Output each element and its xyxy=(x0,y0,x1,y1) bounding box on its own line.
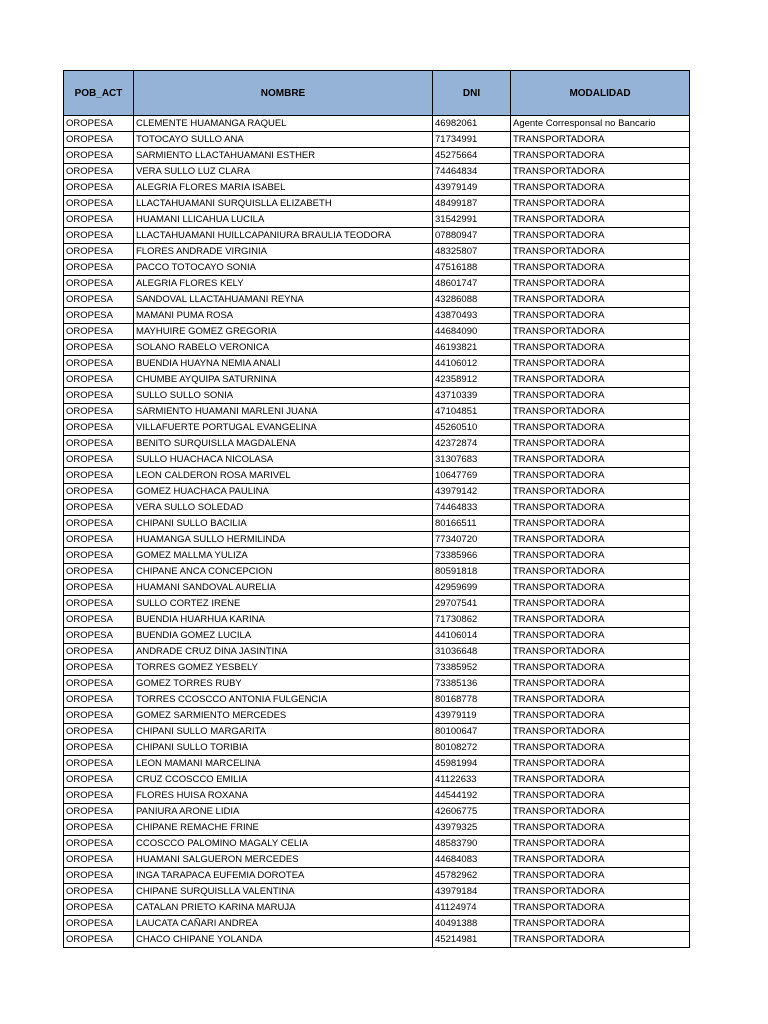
cell-nombre: VILLAFUERTE PORTUGAL EVANGELINA xyxy=(134,420,433,436)
cell-modalidad: TRANSPORTADORA xyxy=(511,644,690,660)
table-row xyxy=(64,884,690,900)
table-row xyxy=(64,324,690,340)
cell-nombre: BUENDIA GOMEZ LUCILA xyxy=(134,628,433,644)
cell-dni: 80166511 xyxy=(433,516,511,532)
cell-dni: 47104851 xyxy=(433,404,511,420)
cell-pob-act: OROPESA xyxy=(64,564,134,580)
cell-modalidad: TRANSPORTADORA xyxy=(511,532,690,548)
table-row xyxy=(64,868,690,884)
cell-modalidad: TRANSPORTADORA xyxy=(511,868,690,884)
cell-dni: 73385966 xyxy=(433,548,511,564)
cell-modalidad: TRANSPORTADORA xyxy=(511,228,690,244)
cell-pob-act: OROPESA xyxy=(64,580,134,596)
table-row xyxy=(64,484,690,500)
cell-modalidad: TRANSPORTADORA xyxy=(511,324,690,340)
cell-modalidad: TRANSPORTADORA xyxy=(511,276,690,292)
cell-pob-act: OROPESA xyxy=(64,196,134,212)
cell-pob-act: OROPESA xyxy=(64,884,134,900)
cell-pob-act: OROPESA xyxy=(64,868,134,884)
cell-dni: 80108272 xyxy=(433,740,511,756)
cell-pob-act: OROPESA xyxy=(64,612,134,628)
cell-nombre: HUAMANI SALGUERON MERCEDES xyxy=(134,852,433,868)
cell-nombre: LLACTAHUAMANI HUILLCAPANIURA BRAULIA TEODORA xyxy=(134,228,433,244)
cell-pob-act: OROPESA xyxy=(64,644,134,660)
cell-pob-act: OROPESA xyxy=(64,132,134,148)
cell-nombre: TOTOCAYO SULLO ANA xyxy=(134,132,433,148)
table-row xyxy=(64,164,690,180)
table-row xyxy=(64,836,690,852)
table-row xyxy=(64,500,690,516)
cell-modalidad: TRANSPORTADORA xyxy=(511,708,690,724)
table-row xyxy=(64,420,690,436)
cell-nombre: BUENDIA HUAYNA NEMIA ANALI xyxy=(134,356,433,372)
cell-dni: 45275664 xyxy=(433,148,511,164)
cell-nombre: HUAMANGA SULLO HERMILINDA xyxy=(134,532,433,548)
cell-modalidad: Agente Corresponsal no Bancario xyxy=(511,116,690,132)
cell-dni: 07880947 xyxy=(433,228,511,244)
cell-pob-act: OROPESA xyxy=(64,484,134,500)
table-row xyxy=(64,708,690,724)
table-row xyxy=(64,820,690,836)
cell-modalidad: TRANSPORTADORA xyxy=(511,852,690,868)
cell-nombre: CHIPANI SULLO TORIBIA xyxy=(134,740,433,756)
cell-nombre: TORRES CCOSCCO ANTONIA FULGENCIA xyxy=(134,692,433,708)
cell-modalidad: TRANSPORTADORA xyxy=(511,468,690,484)
cell-dni: 45981994 xyxy=(433,756,511,772)
cell-modalidad: TRANSPORTADORA xyxy=(511,292,690,308)
table-row xyxy=(64,212,690,228)
cell-pob-act: OROPESA xyxy=(64,356,134,372)
cell-nombre: BUENDIA HUARHUA KARINA xyxy=(134,612,433,628)
cell-pob-act: OROPESA xyxy=(64,340,134,356)
cell-nombre: SARMIENTO LLACTAHUAMANI ESTHER xyxy=(134,148,433,164)
cell-pob-act: OROPESA xyxy=(64,308,134,324)
cell-modalidad: TRANSPORTADORA xyxy=(511,516,690,532)
table-row xyxy=(64,804,690,820)
cell-modalidad: TRANSPORTADORA xyxy=(511,724,690,740)
table-row xyxy=(64,468,690,484)
cell-dni: 74464833 xyxy=(433,500,511,516)
cell-pob-act: OROPESA xyxy=(64,676,134,692)
cell-dni: 40491388 xyxy=(433,916,511,932)
cell-pob-act: OROPESA xyxy=(64,772,134,788)
header-nombre: NOMBRE xyxy=(134,71,433,116)
header-dni: DNI xyxy=(433,71,511,116)
table-row xyxy=(64,900,690,916)
cell-modalidad: TRANSPORTADORA xyxy=(511,916,690,932)
cell-nombre: ALEGRIA FLORES MARIA ISABEL xyxy=(134,180,433,196)
cell-nombre: CHUMBE AYQUIPA SATURNINA xyxy=(134,372,433,388)
cell-modalidad: TRANSPORTADORA xyxy=(511,212,690,228)
cell-pob-act: OROPESA xyxy=(64,164,134,180)
cell-dni: 44684090 xyxy=(433,324,511,340)
cell-pob-act: OROPESA xyxy=(64,788,134,804)
table-row xyxy=(64,548,690,564)
cell-nombre: FLORES HUISA ROXANA xyxy=(134,788,433,804)
cell-pob-act: OROPESA xyxy=(64,148,134,164)
cell-pob-act: OROPESA xyxy=(64,420,134,436)
cell-modalidad: TRANSPORTADORA xyxy=(511,548,690,564)
cell-dni: 45214981 xyxy=(433,932,511,948)
cell-dni: 31036648 xyxy=(433,644,511,660)
cell-pob-act: OROPESA xyxy=(64,468,134,484)
cell-nombre: BENITO SURQUISLLA MAGDALENA xyxy=(134,436,433,452)
cell-modalidad: TRANSPORTADORA xyxy=(511,180,690,196)
cell-modalidad: TRANSPORTADORA xyxy=(511,596,690,612)
table-row xyxy=(64,148,690,164)
table-row xyxy=(64,692,690,708)
cell-pob-act: OROPESA xyxy=(64,724,134,740)
cell-nombre: GOMEZ HUACHACA PAULINA xyxy=(134,484,433,500)
cell-pob-act: OROPESA xyxy=(64,836,134,852)
cell-dni: 44684083 xyxy=(433,852,511,868)
cell-dni: 71730862 xyxy=(433,612,511,628)
cell-modalidad: TRANSPORTADORA xyxy=(511,772,690,788)
cell-nombre: VERA SULLO SOLEDAD xyxy=(134,500,433,516)
cell-pob-act: OROPESA xyxy=(64,692,134,708)
table-row xyxy=(64,644,690,660)
cell-nombre: SULLO HUACHACA NICOLASA xyxy=(134,452,433,468)
cell-pob-act: OROPESA xyxy=(64,916,134,932)
cell-modalidad: TRANSPORTADORA xyxy=(511,420,690,436)
cell-nombre: MAMANI PUMA ROSA xyxy=(134,308,433,324)
cell-nombre: PANIURA ARONE LIDIA xyxy=(134,804,433,820)
cell-nombre: CHIPANI SULLO BACILIA xyxy=(134,516,433,532)
table-row xyxy=(64,788,690,804)
cell-modalidad: TRANSPORTADORA xyxy=(511,500,690,516)
cell-dni: 77340720 xyxy=(433,532,511,548)
cell-dni: 71734991 xyxy=(433,132,511,148)
cell-modalidad: TRANSPORTADORA xyxy=(511,884,690,900)
header-pob-act: POB_ACT xyxy=(64,71,134,116)
table-row xyxy=(64,116,690,132)
cell-pob-act: OROPESA xyxy=(64,708,134,724)
cell-modalidad: TRANSPORTADORA xyxy=(511,388,690,404)
cell-modalidad: TRANSPORTADORA xyxy=(511,308,690,324)
table-row xyxy=(64,852,690,868)
cell-dni: 48325807 xyxy=(433,244,511,260)
cell-modalidad: TRANSPORTADORA xyxy=(511,756,690,772)
cell-pob-act: OROPESA xyxy=(64,532,134,548)
cell-modalidad: TRANSPORTADORA xyxy=(511,564,690,580)
cell-pob-act: OROPESA xyxy=(64,548,134,564)
cell-pob-act: OROPESA xyxy=(64,628,134,644)
cell-dni: 44106014 xyxy=(433,628,511,644)
data-table xyxy=(63,70,690,948)
cell-modalidad: TRANSPORTADORA xyxy=(511,580,690,596)
cell-pob-act: OROPESA xyxy=(64,404,134,420)
cell-nombre: CRUZ CCOSCCO EMILIA xyxy=(134,772,433,788)
cell-nombre: CHIPANE ANCA CONCEPCION xyxy=(134,564,433,580)
cell-dni: 43979142 xyxy=(433,484,511,500)
cell-dni: 73385952 xyxy=(433,660,511,676)
cell-nombre: CHACO CHIPANE YOLANDA xyxy=(134,932,433,948)
cell-dni: 45260510 xyxy=(433,420,511,436)
cell-dni: 43979184 xyxy=(433,884,511,900)
table-row xyxy=(64,244,690,260)
table-row xyxy=(64,772,690,788)
cell-dni: 74464834 xyxy=(433,164,511,180)
cell-pob-act: OROPESA xyxy=(64,276,134,292)
cell-pob-act: OROPESA xyxy=(64,180,134,196)
cell-dni: 31542991 xyxy=(433,212,511,228)
cell-nombre: CHIPANE REMACHE FRINE xyxy=(134,820,433,836)
cell-modalidad: TRANSPORTADORA xyxy=(511,740,690,756)
table-row xyxy=(64,340,690,356)
cell-nombre: INGA TARAPACA EUFEMIA DOROTEA xyxy=(134,868,433,884)
cell-modalidad: TRANSPORTADORA xyxy=(511,132,690,148)
cell-dni: 43979149 xyxy=(433,180,511,196)
cell-pob-act: OROPESA xyxy=(64,452,134,468)
cell-dni: 43979119 xyxy=(433,708,511,724)
cell-pob-act: OROPESA xyxy=(64,596,134,612)
cell-dni: 42606775 xyxy=(433,804,511,820)
table-row xyxy=(64,308,690,324)
table-row xyxy=(64,132,690,148)
cell-pob-act: OROPESA xyxy=(64,900,134,916)
table-row xyxy=(64,228,690,244)
cell-modalidad: TRANSPORTADORA xyxy=(511,676,690,692)
cell-pob-act: OROPESA xyxy=(64,372,134,388)
cell-nombre: CLEMENTE HUAMANGA RAQUEL xyxy=(134,116,433,132)
cell-nombre: LLACTAHUAMANI SURQUISLLA ELIZABETH xyxy=(134,196,433,212)
cell-nombre: CCOSCCO PALOMINO MAGALY CELIA xyxy=(134,836,433,852)
cell-nombre: LEON MAMANI MARCELINA xyxy=(134,756,433,772)
cell-pob-act: OROPESA xyxy=(64,228,134,244)
table-row xyxy=(64,196,690,212)
cell-dni: 43710339 xyxy=(433,388,511,404)
cell-nombre: GOMEZ SARMIENTO MERCEDES xyxy=(134,708,433,724)
cell-pob-act: OROPESA xyxy=(64,436,134,452)
cell-pob-act: OROPESA xyxy=(64,516,134,532)
cell-pob-act: OROPESA xyxy=(64,324,134,340)
cell-dni: 80100647 xyxy=(433,724,511,740)
cell-dni: 46193821 xyxy=(433,340,511,356)
cell-modalidad: TRANSPORTADORA xyxy=(511,692,690,708)
cell-pob-act: OROPESA xyxy=(64,500,134,516)
cell-dni: 31307683 xyxy=(433,452,511,468)
cell-dni: 80591818 xyxy=(433,564,511,580)
table-row xyxy=(64,260,690,276)
cell-pob-act: OROPESA xyxy=(64,820,134,836)
table-row xyxy=(64,916,690,932)
table-row xyxy=(64,436,690,452)
table-row xyxy=(64,532,690,548)
cell-modalidad: TRANSPORTADORA xyxy=(511,932,690,948)
cell-pob-act: OROPESA xyxy=(64,932,134,948)
header-modalidad: MODALIDAD xyxy=(511,71,690,116)
cell-dni: 48499187 xyxy=(433,196,511,212)
cell-pob-act: OROPESA xyxy=(64,260,134,276)
cell-pob-act: OROPESA xyxy=(64,756,134,772)
cell-pob-act: OROPESA xyxy=(64,292,134,308)
cell-dni: 73385136 xyxy=(433,676,511,692)
cell-pob-act: OROPESA xyxy=(64,804,134,820)
cell-nombre: LEON CALDERON ROSA MARIVEL xyxy=(134,468,433,484)
cell-modalidad: TRANSPORTADORA xyxy=(511,484,690,500)
cell-pob-act: OROPESA xyxy=(64,388,134,404)
cell-modalidad: TRANSPORTADORA xyxy=(511,836,690,852)
cell-dni: 44106012 xyxy=(433,356,511,372)
cell-modalidad: TRANSPORTADORA xyxy=(511,196,690,212)
table-row xyxy=(64,356,690,372)
table-row xyxy=(64,404,690,420)
cell-modalidad: TRANSPORTADORA xyxy=(511,372,690,388)
table-header-row xyxy=(64,71,690,116)
table-row xyxy=(64,612,690,628)
table-row xyxy=(64,628,690,644)
cell-nombre: MAYHUIRE GOMEZ GREGORIA xyxy=(134,324,433,340)
cell-dni: 43286088 xyxy=(433,292,511,308)
table-row xyxy=(64,676,690,692)
cell-nombre: CATALAN PRIETO KARINA MARUJA xyxy=(134,900,433,916)
cell-pob-act: OROPESA xyxy=(64,212,134,228)
cell-nombre: GOMEZ TORRES RUBY xyxy=(134,676,433,692)
cell-modalidad: TRANSPORTADORA xyxy=(511,260,690,276)
cell-dni: 44544192 xyxy=(433,788,511,804)
cell-nombre: CHIPANE SURQUISLLA VALENTINA xyxy=(134,884,433,900)
cell-modalidad: TRANSPORTADORA xyxy=(511,164,690,180)
cell-modalidad: TRANSPORTADORA xyxy=(511,148,690,164)
cell-dni: 41124974 xyxy=(433,900,511,916)
table-row xyxy=(64,564,690,580)
cell-dni: 29707541 xyxy=(433,596,511,612)
cell-modalidad: TRANSPORTADORA xyxy=(511,660,690,676)
cell-nombre: SANDOVAL LLACTAHUAMANI REYNA xyxy=(134,292,433,308)
cell-modalidad: TRANSPORTADORA xyxy=(511,820,690,836)
cell-dni: 42358912 xyxy=(433,372,511,388)
cell-dni: 48583790 xyxy=(433,836,511,852)
table-row xyxy=(64,724,690,740)
table-row xyxy=(64,756,690,772)
table-row xyxy=(64,740,690,756)
cell-nombre: TORRES GOMEZ YESBELY xyxy=(134,660,433,676)
cell-nombre: SULLO CORTEZ IRENE xyxy=(134,596,433,612)
table-row xyxy=(64,372,690,388)
cell-dni: 46982061 xyxy=(433,116,511,132)
table-row xyxy=(64,452,690,468)
cell-modalidad: TRANSPORTADORA xyxy=(511,340,690,356)
cell-pob-act: OROPESA xyxy=(64,660,134,676)
cell-modalidad: TRANSPORTADORA xyxy=(511,628,690,644)
cell-nombre: ANDRADE CRUZ DINA JASINTINA xyxy=(134,644,433,660)
table-row xyxy=(64,596,690,612)
cell-modalidad: TRANSPORTADORA xyxy=(511,452,690,468)
cell-modalidad: TRANSPORTADORA xyxy=(511,788,690,804)
cell-nombre: HUAMANI SANDOVAL AURELIA xyxy=(134,580,433,596)
cell-pob-act: OROPESA xyxy=(64,244,134,260)
cell-nombre: FLORES ANDRADE VIRGINIA xyxy=(134,244,433,260)
table-body xyxy=(64,116,690,948)
cell-dni: 45782962 xyxy=(433,868,511,884)
cell-dni: 43979325 xyxy=(433,820,511,836)
cell-dni: 42959699 xyxy=(433,580,511,596)
cell-nombre: SOLANO RABELO VERONICA xyxy=(134,340,433,356)
cell-modalidad: TRANSPORTADORA xyxy=(511,244,690,260)
table-row xyxy=(64,388,690,404)
cell-nombre: GOMEZ MALLMA YULIZA xyxy=(134,548,433,564)
cell-modalidad: TRANSPORTADORA xyxy=(511,900,690,916)
table-row xyxy=(64,580,690,596)
cell-dni: 41122633 xyxy=(433,772,511,788)
table-row xyxy=(64,660,690,676)
cell-modalidad: TRANSPORTADORA xyxy=(511,612,690,628)
cell-modalidad: TRANSPORTADORA xyxy=(511,804,690,820)
cell-pob-act: OROPESA xyxy=(64,116,134,132)
table-row xyxy=(64,516,690,532)
cell-modalidad: TRANSPORTADORA xyxy=(511,404,690,420)
cell-nombre: SULLO SULLO SONIA xyxy=(134,388,433,404)
cell-modalidad: TRANSPORTADORA xyxy=(511,436,690,452)
table-row xyxy=(64,276,690,292)
cell-nombre: PACCO TOTOCAYO SONIA xyxy=(134,260,433,276)
cell-dni: 80168778 xyxy=(433,692,511,708)
table-row xyxy=(64,932,690,948)
cell-pob-act: OROPESA xyxy=(64,740,134,756)
cell-dni: 43870493 xyxy=(433,308,511,324)
cell-nombre: LAUCATA CAÑARI ANDREA xyxy=(134,916,433,932)
cell-pob-act: OROPESA xyxy=(64,852,134,868)
cell-dni: 47516188 xyxy=(433,260,511,276)
cell-nombre: ALEGRIA FLORES KELY xyxy=(134,276,433,292)
cell-nombre: HUAMANI LLICAHUA LUCILA xyxy=(134,212,433,228)
cell-nombre: SARMIENTO HUAMANI MARLENI JUANA xyxy=(134,404,433,420)
table-row xyxy=(64,292,690,308)
cell-dni: 48601747 xyxy=(433,276,511,292)
cell-dni: 42372874 xyxy=(433,436,511,452)
cell-nombre: CHIPANI SULLO MARGARITA xyxy=(134,724,433,740)
cell-nombre: VERA SULLO LUZ CLARA xyxy=(134,164,433,180)
cell-modalidad: TRANSPORTADORA xyxy=(511,356,690,372)
cell-dni: 10647769 xyxy=(433,468,511,484)
table-row xyxy=(64,180,690,196)
